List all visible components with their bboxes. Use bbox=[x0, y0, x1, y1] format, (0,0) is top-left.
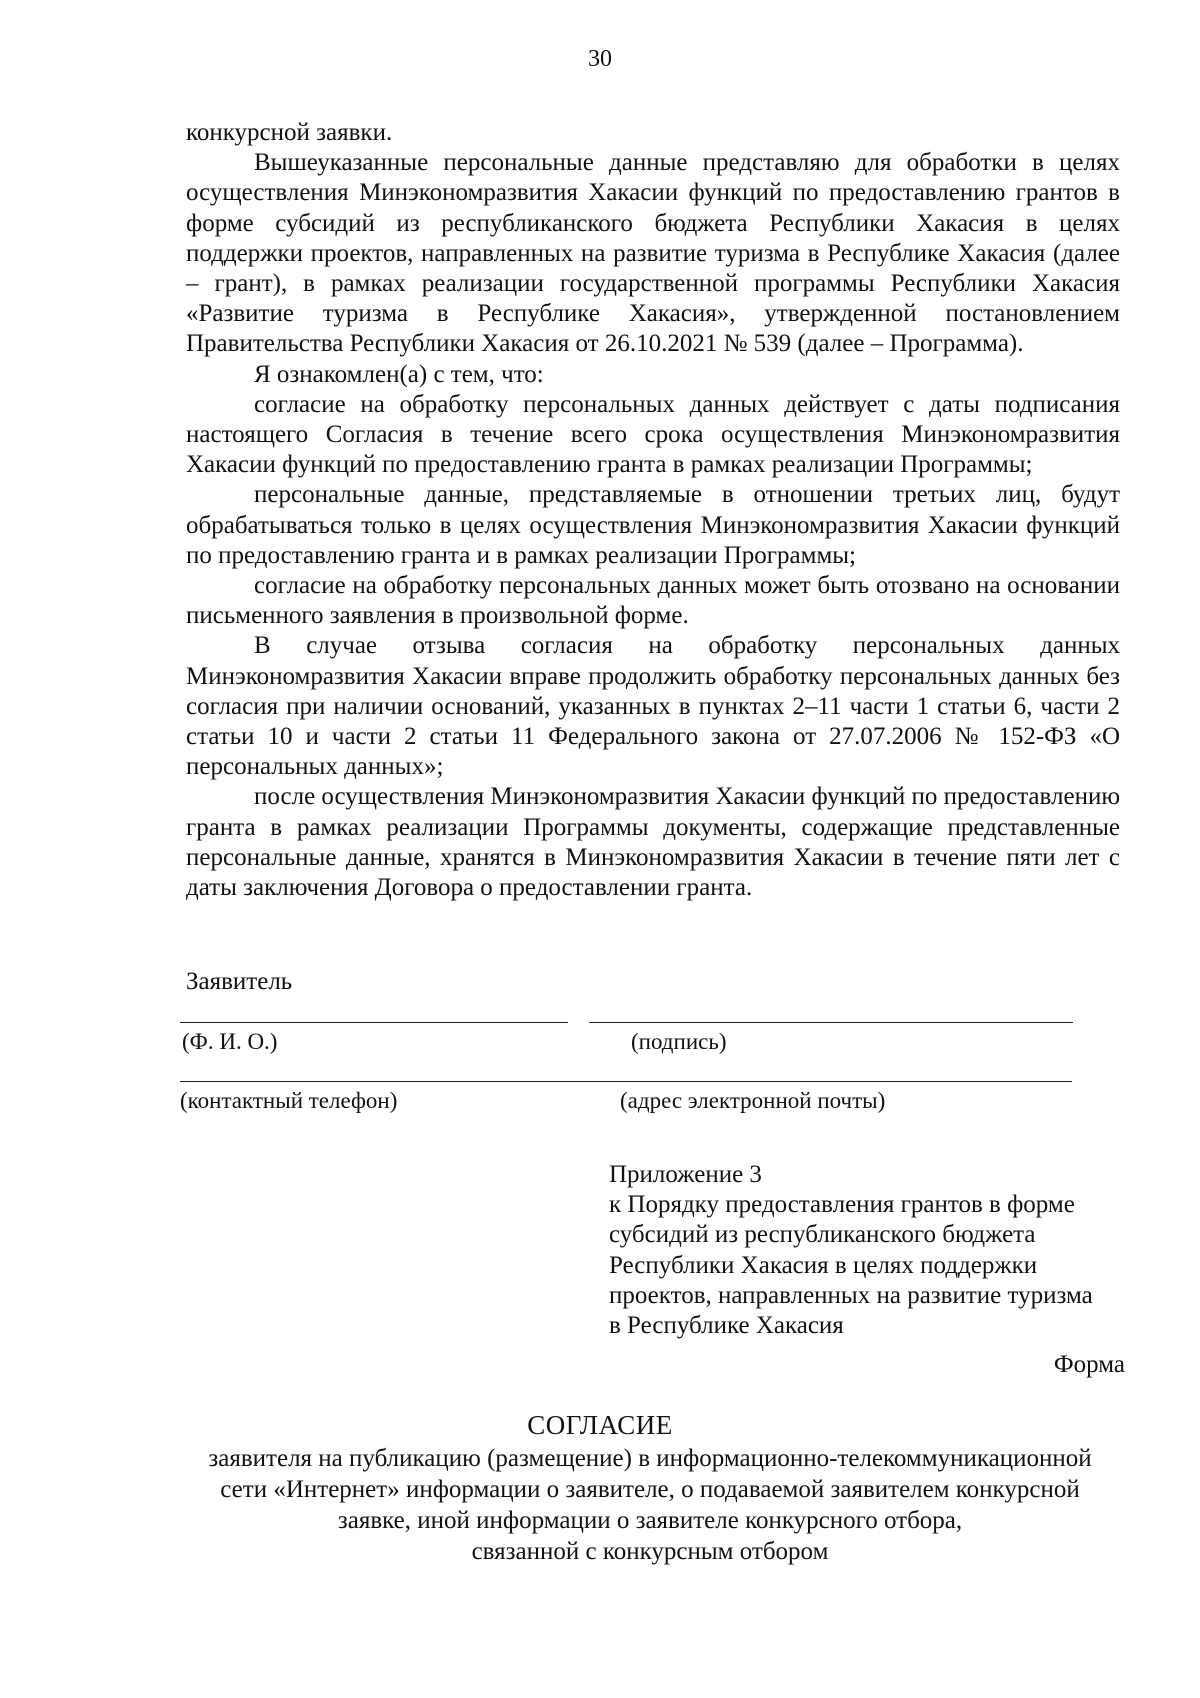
paragraph-7: В случае отзыва согласия на обработку персональных данных Минэкономразвития Хакасии вправе продолжить обработку персональных данных без согласия при наличии оснований, указанных в пунктах 2–11 части 1 статьи 6, части 2 статьи 10 и части 2 статьи 11 Федерального закона от 27.07.2006 № 152-ФЗ «О персональных данных»; bbox=[186, 632, 1120, 781]
form-label: Форма bbox=[1053, 1351, 1125, 1378]
page-number: 30 bbox=[588, 46, 612, 72]
paragraph-4: согласие на обработку персональных данных действует с даты подписания настоящего Согласия в течение всего срока осуществления Минэкономразвития Хакасии функций по предоставлению гранта в рамках реализации Программы; bbox=[186, 390, 1120, 479]
email-line bbox=[620, 1081, 1072, 1082]
phone-line bbox=[180, 1081, 620, 1082]
appendix-line: в Республике Хакасия bbox=[609, 1312, 844, 1340]
paragraph-2: Вышеуказанные персональные данные представляю для обработки в целях осуществления Минэкономразвития Хакасии функций по предоставлению грантов в форме субсидий из республиканского бюджета Республики Хакасия в целях поддержки проектов, направленных на развитие туризма в Республике Хакасия (далее – грант), в рамках реализации государственной программы Республики Хакасия «Развитие туризма в Республике Хакасия», утвержденной постановлением Правительства Республики Хакасия от 26.10.2021 № 539 (далее – Программа). bbox=[186, 149, 1120, 358]
appendix-block bbox=[609, 1160, 1129, 1341]
paragraph-6: согласие на обработку персональных данных может быть отозвано на основании письменного заявления в произвольной форме. bbox=[186, 572, 1120, 630]
appendix-line: к Порядку предоставления грантов в форме bbox=[609, 1191, 1075, 1219]
consent-subtitle-line: сети «Интернет» информации о заявителе, о подаваемой заявителем конкурсной bbox=[220, 1476, 1080, 1503]
phone-caption: (контактный телефон) bbox=[180, 1088, 398, 1113]
paragraph-5: персональные данные, представляемые в отношении третьих лиц, будут обрабатываться только в целях осуществления Минэкономразвития Хакасии функций по предоставлению гранта и в рамках реализации Программы; bbox=[186, 481, 1120, 569]
appendix-line: проектов, направленных на развитие туризма bbox=[609, 1281, 1093, 1309]
paragraph-8: после осуществления Минэкономразвития Хакасии функций по предоставлению гранта в рамках реализации Программы документы, содержащие представленные персональные данные, хранятся в Минэкономразвития Хакасии в течение пяти лет с даты заключения Договора о предоставлении гранта. bbox=[186, 783, 1121, 902]
applicant-label: Заявитель bbox=[186, 968, 293, 995]
consent-subtitle bbox=[180, 1443, 1120, 1567]
appendix-line: Приложение 3 bbox=[609, 1161, 762, 1188]
signature-line bbox=[589, 1022, 1073, 1023]
signature-caption: (подпись) bbox=[631, 1029, 727, 1054]
fio-caption: (Ф. И. О.) bbox=[182, 1029, 278, 1054]
consent-subtitle-line: связанной с конкурсным отбором bbox=[471, 1538, 829, 1565]
consent-subtitle-line: заявителя на публикацию (размещение) в информационно-телекоммуникационной bbox=[208, 1445, 1092, 1472]
email-caption: (адрес электронной почты) bbox=[620, 1088, 886, 1113]
consent-subtitle-line: заявке, иной информации о заявителе конкурсного отбора, bbox=[337, 1507, 963, 1534]
body-text bbox=[186, 118, 1120, 903]
appendix-line: Республики Хакасия в целях поддержки bbox=[609, 1251, 1038, 1279]
appendix-line: субсидий из республиканского бюджета bbox=[609, 1221, 1036, 1249]
consent-title: СОГЛАСИЕ bbox=[527, 1410, 673, 1440]
paragraph-1: конкурсной заявки. bbox=[186, 119, 393, 146]
paragraph-3: Я ознакомлен(а) с тем, что: bbox=[254, 360, 544, 388]
fio-line bbox=[180, 1022, 568, 1023]
